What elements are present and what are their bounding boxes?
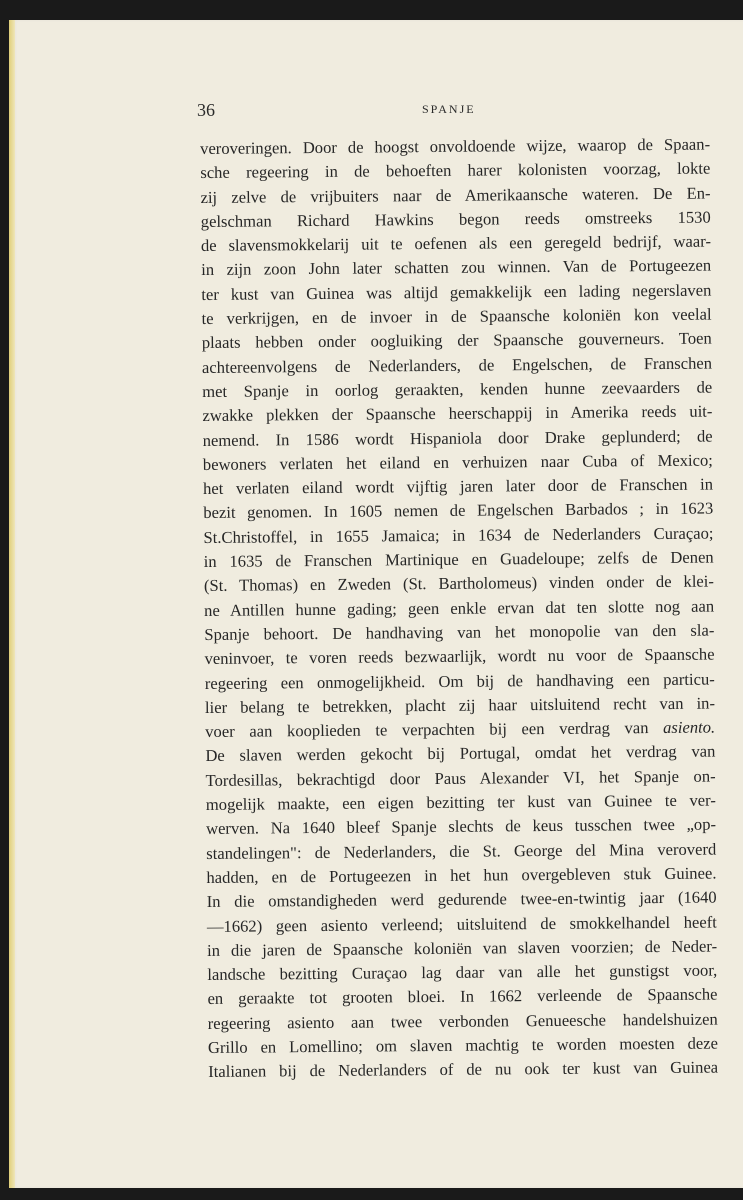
text-line: de slavensmokkelarij uit te oefenen als een geregeld bedrijf, waar- — [200, 231, 712, 256]
text-line: (St. Thomas) en Zweden (St. Bartholomeus) vinden onder de klei- — [203, 571, 714, 596]
text-line: regeering asiento aan twee verbonden Genueesche handelshuizen — [207, 1009, 718, 1033]
page-header — [197, 98, 712, 128]
text-line: lier belang te betrekken, placht zij haar uitsluitend recht van in- — [204, 693, 716, 717]
text-line: Italianen bij de Nederlanders of de nu ook ter kust van Guinea — [208, 1057, 719, 1082]
text-line: standelingen": de Nederlanders, die St. George del Mina veroverd — [206, 839, 717, 863]
text-line: nemend. In 1586 wordt Hispaniola door Drake geplunderd; de — [202, 426, 713, 450]
text-line: ter kust van Guinea was altijd gemakkelijk een lading negerslaven — [201, 280, 712, 304]
text-line: te verkrijgen, en de invoer in de Spaansche koloniën kon veelal — [201, 304, 712, 329]
text-line: werven. Na 1640 bleef Spanje slechts de keus tusschen twee „op- — [205, 814, 717, 839]
text-line: mogelijk maakte, een eigen bezitting ter kust van Guinee te ver- — [205, 790, 716, 814]
text-line: plaats hebben onder oogluiking der Spaansche gouverneurs. Toen — [201, 328, 712, 353]
page-edge — [9, 20, 15, 1188]
running-head: SPANJE — [422, 102, 476, 116]
text-line: het verlaten eiland wordt vijftig jaren later door de Franschen in — [202, 474, 714, 499]
text-line: Spanje behoort. De handhaving van het monopolie van den sla- — [204, 620, 715, 644]
text-line: regeering een onmogelijkheid. Om bij de handhaving een particu- — [204, 669, 715, 693]
text-line: hadden, en de Portugeezen in het hun overgebleven stuk Guinee. — [206, 863, 717, 887]
text-line: voer aan kooplieden te verpachten bij een verdrag van asiento. — [205, 717, 716, 742]
text-line: sche regeering in de behoeften harer kolonisten voorzag, lokte — [200, 158, 711, 183]
text-line: in zijn zoon John later schatten zou winnen. Van de Portugeezen — [201, 256, 712, 280]
text-line: In die omstandigheden werd gedurende twee-en-twintig jaar (1640 — [206, 887, 717, 912]
text-line: met Spanje in oorlog geraakten, kenden hunne zeevaarders de — [202, 377, 713, 401]
text-line: St.Christoffel, in 1655 Jamaica; in 1634 de Nederlanders Curaçao; — [203, 523, 714, 547]
text-line: bezit genomen. In 1605 nemen de Engelschen Barbados ; in 1623 — [203, 498, 714, 523]
page-number: 36 — [197, 100, 215, 120]
text-line: zwakke plekken der Spaansche heerschappij in Amerika reeds uit- — [202, 401, 713, 426]
text-line: Tordesillas, bekrachtigd door Paus Alexander VI, het Spanje on- — [205, 766, 716, 790]
text-line: Grillo en Lomellino; om slaven machtig te worden moesten deze — [207, 1033, 719, 1057]
body-text — [200, 133, 723, 1085]
text-line: in 1635 de Franschen Martinique en Guadeloupe; zelfs de Denen — [203, 547, 714, 572]
text-line: achtereenvolgens de Nederlanders, de Engelschen, de Franschen — [201, 353, 713, 377]
text-line: zij zelve de vrijbuiters naar de Amerikaansche wateren. De En- — [200, 183, 711, 207]
text-line: in die jaren de Spaansche koloniën van slaven voorzien; de Neder- — [207, 936, 718, 960]
text-line: De slaven werden gekocht bij Portugal, omdat het verdrag van — [205, 741, 716, 766]
text-line: ne Antillen hunne gading; geen enkle ervan dat ten slotte nog aan — [204, 596, 715, 620]
text-line: bewoners verlaten het eiland en verhuizen naar Cuba of Mexico; — [202, 450, 713, 474]
text-line: gelschman Richard Hawkins begon reeds omstreeks 1530 — [200, 207, 711, 231]
text-line: veroveringen. Door de hoogst onvoldoende wijze, waarop de Spaan- — [200, 134, 711, 158]
text-line: landsche bezitting Curaçao lag daar van alle het gunstigst voor, — [207, 960, 718, 985]
italic-term: asiento. — [662, 717, 716, 738]
text-line: veninvoer, te voren reeds bezwaarlijk, wordt nu voor de Spaansche — [204, 644, 715, 669]
text-line: en geraakte tot grooten bloei. In 1662 verleende de Spaansche — [207, 984, 718, 1009]
text-line: —1662) geen asiento verleend; uitsluitend de smokkelhandel heeft — [206, 912, 717, 936]
